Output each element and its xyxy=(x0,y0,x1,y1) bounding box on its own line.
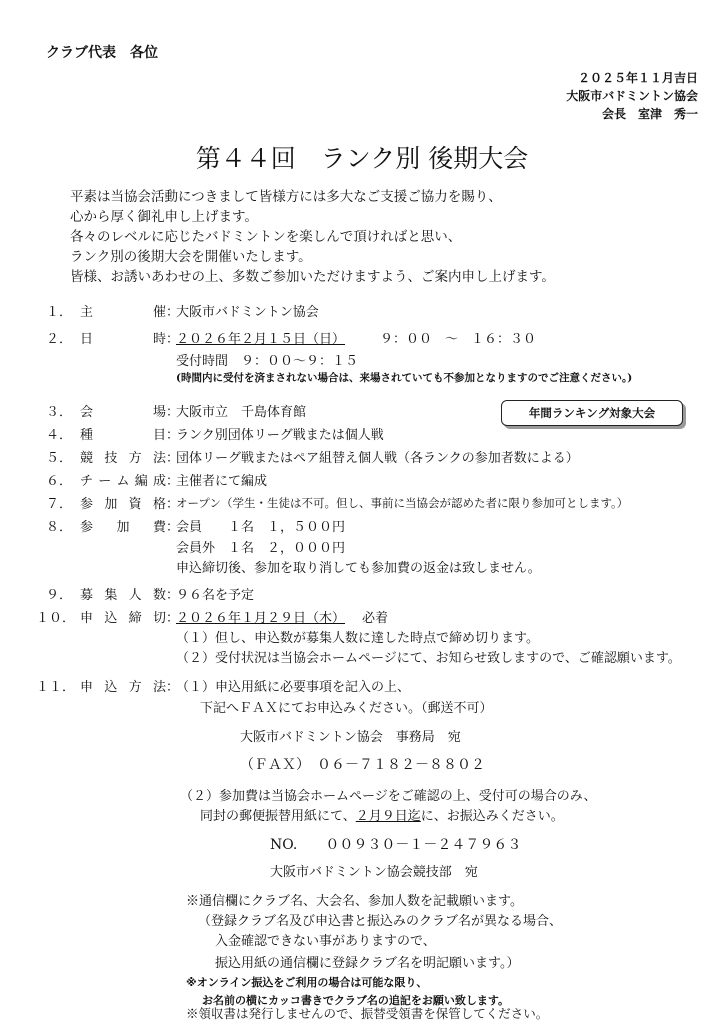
item-label-organizer: 主 催 xyxy=(80,305,166,320)
item-number: １． xyxy=(45,305,72,320)
fee-member: 会員 １名 １，５００円 xyxy=(176,520,346,535)
note-line: ※領収書は発行しませんので、振替受領書を保管してください。 xyxy=(186,1006,549,1021)
note-line: （登録クラブ名及び申込書と振込みのクラブ名が異なる場合、 xyxy=(198,914,563,929)
deadline-note-2: （２）受付状況は当協会ホームページにて、お知らせ致しますので、ご確認願います。 xyxy=(176,651,681,666)
item-label-capacity: 募 集 人 数 xyxy=(80,588,166,603)
item-number: ３． xyxy=(45,405,72,420)
application-step1a: （１）申込用紙に必要事項を記入の上、 xyxy=(176,680,411,695)
colon: ： xyxy=(166,451,180,466)
colon: ： xyxy=(166,332,180,347)
note-line: 振込用紙の通信欄に登録クラブ名を明記願います。） xyxy=(215,956,520,971)
note-line: ※オンライン振込をご利用の場合は可能な限り、 xyxy=(186,976,428,989)
event-time: ９：００ ～ １６：３０ xyxy=(380,332,537,347)
page-title: 第４４回 ランク別 後期大会 xyxy=(195,144,529,173)
item-label-datetime: 日 時 xyxy=(80,332,166,347)
fax-recipient: 大阪市バドミントン協会 事務局 宛 xyxy=(240,730,461,745)
item-label-format: 競 技 方 法 xyxy=(80,451,166,466)
item-label-eligibility: 参 加 資 格 xyxy=(80,497,166,512)
addressee: クラブ代表 各位 xyxy=(46,45,158,61)
reception-note: (時間内に受付を済まされない場合は、来場されていても不参加となりますのでご注意ください。) xyxy=(176,372,633,384)
eligibility-value: オープン（学生・生徒は不可。但し、事前に当協会が認めた者に限り参加可とします。） xyxy=(176,496,629,510)
colon: ： xyxy=(166,611,180,626)
note-line: お名前の横にカッコ書きでクラブ名の追記をお願い致します。 xyxy=(202,994,510,1007)
item-label-deadline: 申 込 締 切 xyxy=(80,611,166,626)
team-value: 主催者にて編成 xyxy=(176,474,268,489)
application-step2a: （２）参加費は当協会ホームページをご確認の上、受付可の場合のみ、 xyxy=(180,789,597,804)
format-value: 団体リーグ戦またはペア組替え個人戦（各ランクの参加者数による） xyxy=(176,451,579,466)
colon: ： xyxy=(166,588,180,603)
item-number: ２． xyxy=(45,332,72,347)
colon: ： xyxy=(166,497,180,512)
ranking-badge: 年間ランキング対象大会 xyxy=(501,400,683,426)
deadline-note-1: （１）但し、申込数が募集人数に達した時点で締め切ります。 xyxy=(176,631,539,646)
item-number: １０． xyxy=(36,611,76,626)
item-label-venue: 会 場 xyxy=(80,405,166,420)
item-number: ５． xyxy=(45,451,72,466)
item-label-team: チ ー ム 編 成 xyxy=(80,474,166,489)
item-number: １１． xyxy=(36,680,76,695)
item-number: ６． xyxy=(45,474,72,489)
note-line: ※通信欄にクラブ名、大会名、参加人数を記載願います。 xyxy=(186,894,523,909)
capacity-value: ９６名を予定 xyxy=(176,588,255,603)
intro-line: ランク別の後期大会を開催いたします。 xyxy=(70,249,312,265)
president: 会長 室津 秀一 xyxy=(601,107,698,121)
intro-line: 心から厚く御礼申し上げます。 xyxy=(70,209,258,225)
intro-line: 平素は当協会活動につきまして皆様方には多大なご支援ご協力を賜り、 xyxy=(70,189,502,205)
account-recipient: 大阪市バドミントン協会競技部 宛 xyxy=(270,865,478,880)
item-number: ４． xyxy=(45,428,72,443)
item-number: ９． xyxy=(45,588,72,603)
organizer-value: 大阪市バドミントン協会 xyxy=(176,305,319,320)
colon: ： xyxy=(166,405,180,420)
fax-number: （ＦＡＸ） ０６－７１８２－８８０２ xyxy=(240,757,485,773)
venue-value: 大阪市立 千島体育館 xyxy=(176,405,307,420)
colon: ： xyxy=(166,474,180,489)
event-value: ランク別団体リーグ戦または個人戦 xyxy=(176,428,384,443)
reception-time: 受付時間 ９：００～９：１５ xyxy=(176,354,359,369)
item-label-application: 申 込 方 法 xyxy=(80,680,166,695)
payment-deadline: ２月９日迄 xyxy=(355,809,421,824)
item-label-fee: 参 加 費 xyxy=(80,520,166,535)
item-number: ８． xyxy=(45,520,72,535)
fee-note: 申込締切後、参加を取り消しても参加費の返金は致しません。 xyxy=(176,561,541,576)
intro-line: 皆様、お誘いあわせの上、多数ご参加いただけますよう、ご案内申し上げます。 xyxy=(70,269,555,285)
fee-nonmember: 会員外 １名 ２，０００円 xyxy=(176,541,346,556)
colon: ： xyxy=(166,428,180,443)
intro-line: 各々のレベルに応じたバドミントンを楽しんで頂ければと思い、 xyxy=(70,229,462,245)
issue-date: ２０２５年１１月吉日 xyxy=(577,71,698,85)
note-line: 入金確認できない事がありますので、 xyxy=(215,934,436,949)
item-number: ７． xyxy=(45,497,72,512)
colon: ： xyxy=(166,680,180,695)
item-label-event: 種 目 xyxy=(80,428,166,443)
colon: ： xyxy=(166,305,180,320)
application-step1b: 下記へＦＡＸにてお申込みください。（郵送不可） xyxy=(200,701,493,716)
application-step2b: 同封の郵便振替用紙にて、２月９日迄に、お振込みください。 xyxy=(200,809,564,824)
account-number: NO. ００９３０－１－２４７９６３ xyxy=(270,837,522,853)
deadline-suffix: 必着 xyxy=(362,611,389,626)
organization: 大阪市バドミントン協会 xyxy=(566,89,698,103)
event-date: ２０２６年２月１５日（日） xyxy=(176,332,346,347)
colon: ： xyxy=(166,520,180,535)
deadline-date: ２０２６年１月２９日（木） xyxy=(176,611,346,626)
